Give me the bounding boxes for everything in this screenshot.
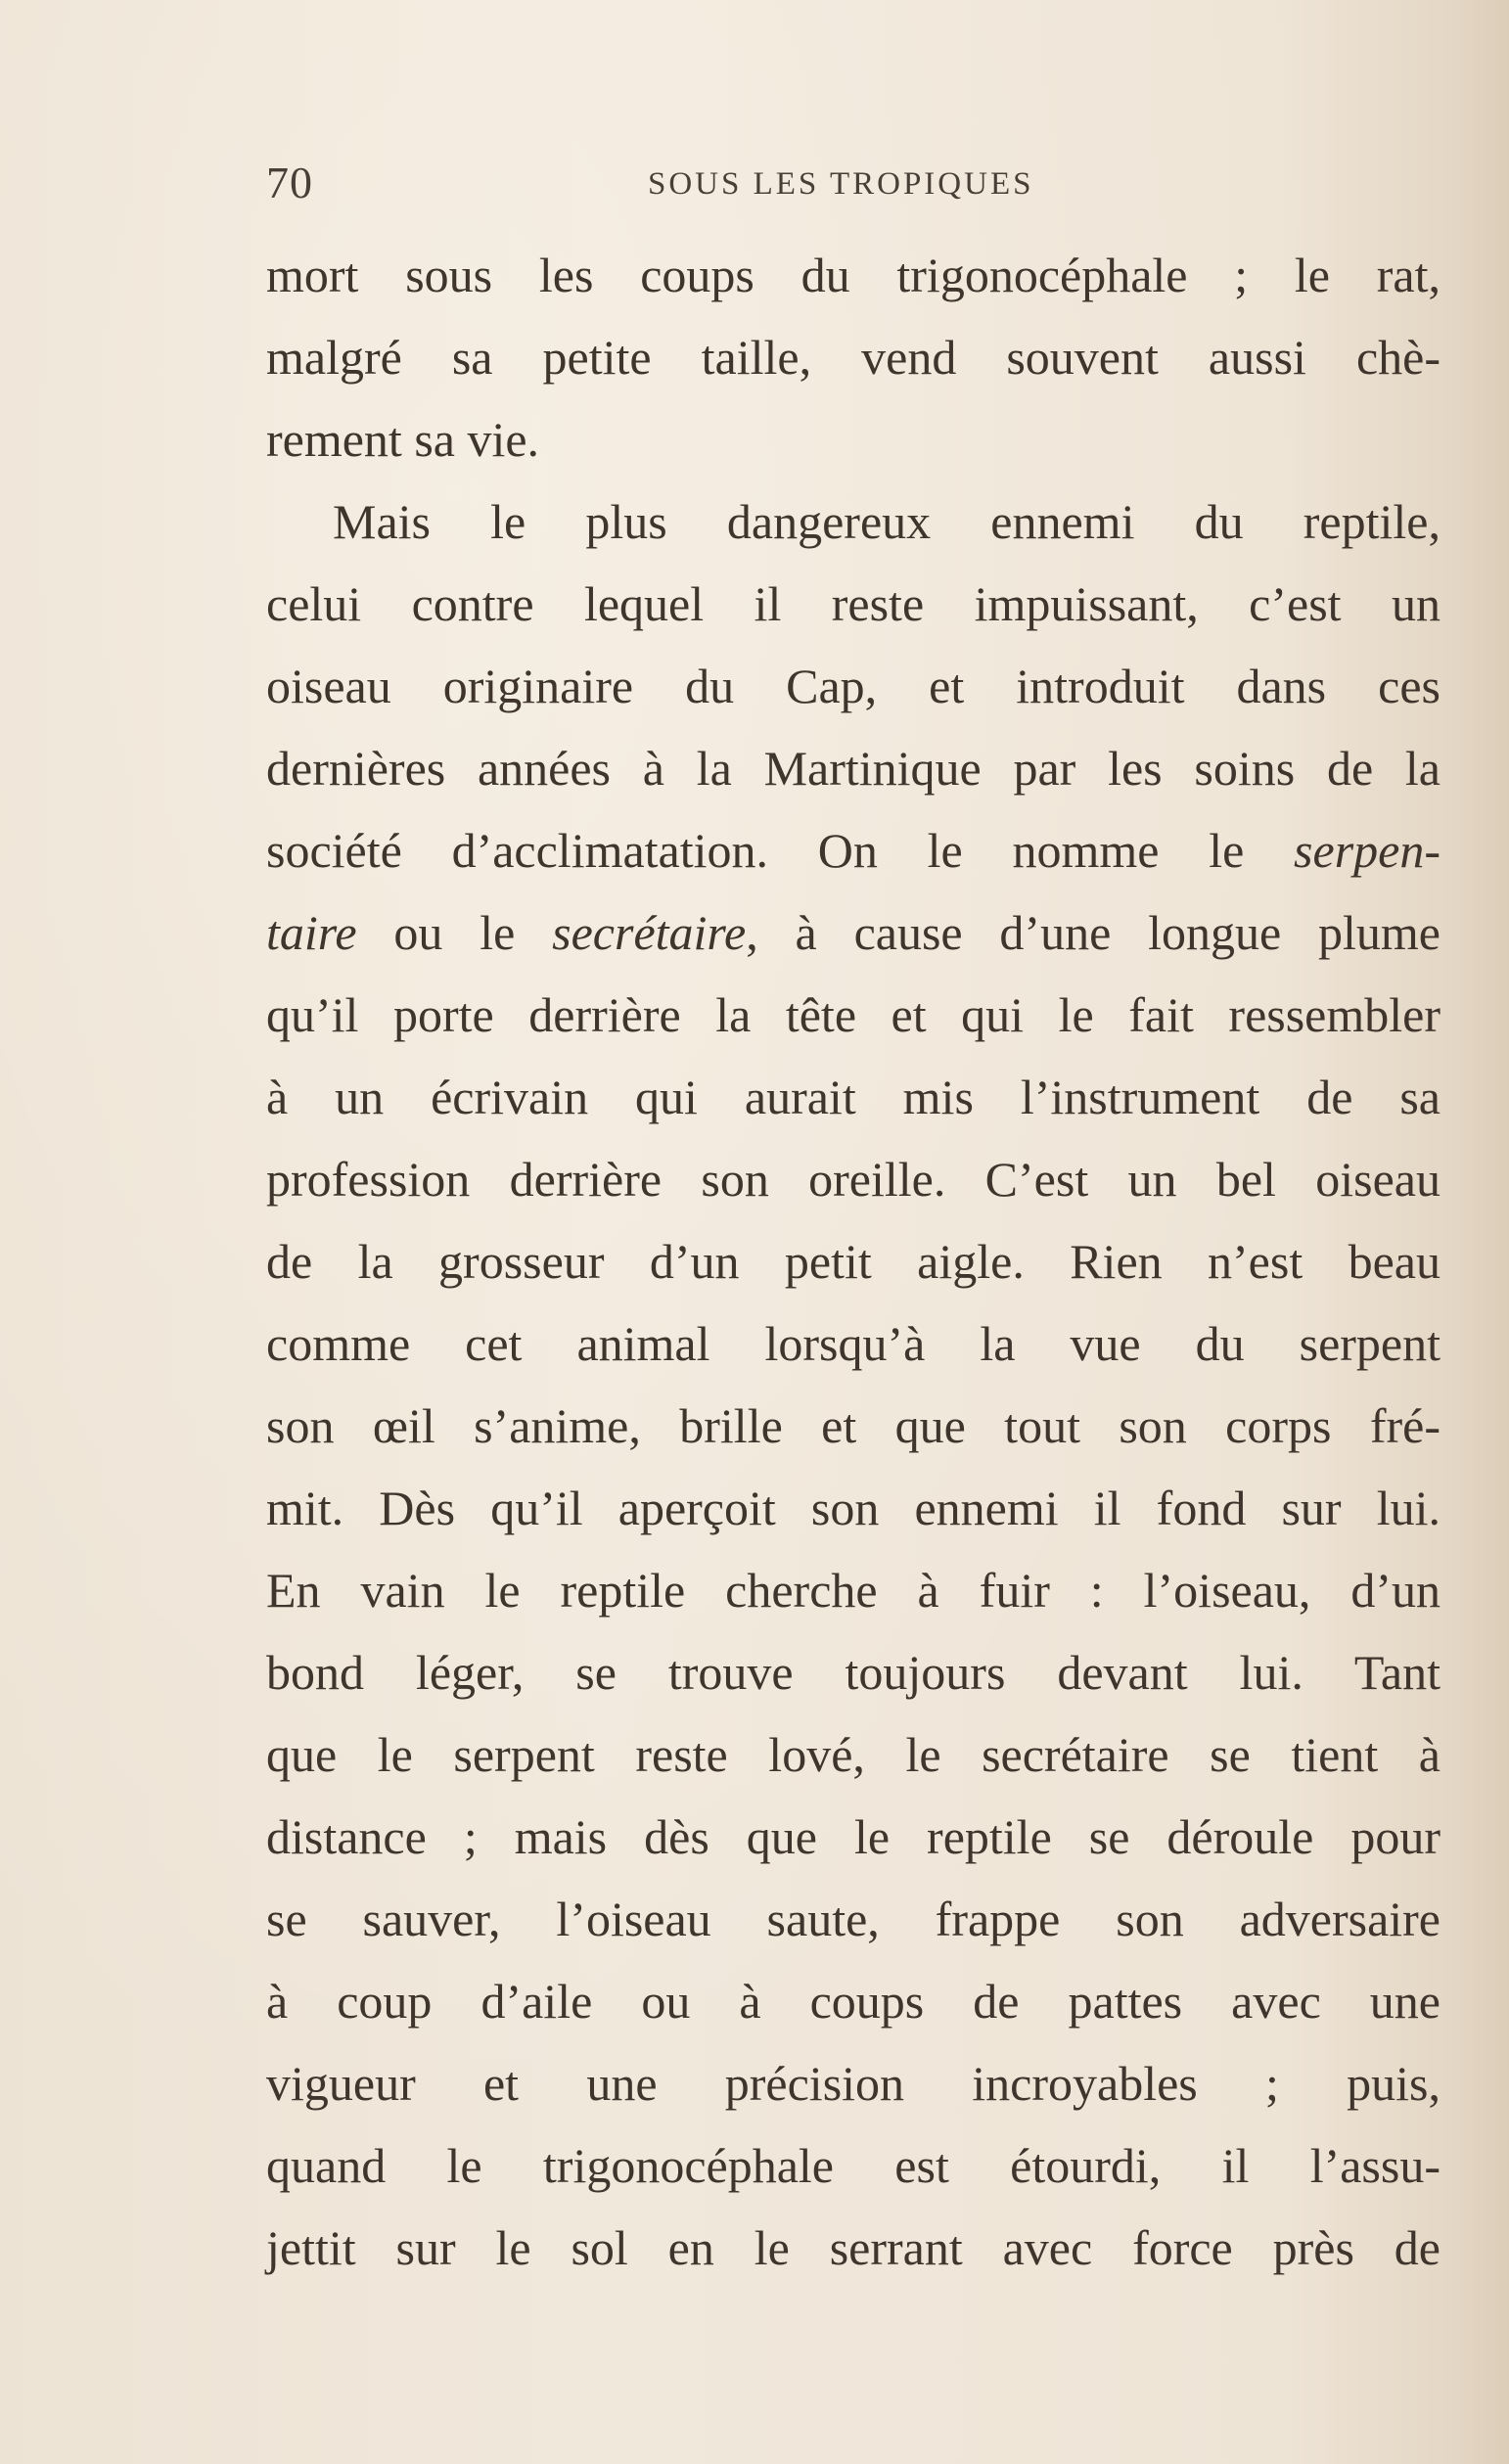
text-line: rement sa vie. [266, 412, 540, 467]
text-line: profession derrière son oreille. C’est un bel oiseau [266, 1152, 1440, 1207]
text-line [266, 891, 1440, 974]
text-line: distance ; mais dès que le reptile se déroule pour [266, 1809, 1440, 1864]
italic-term: taire [266, 905, 357, 960]
text-line: se sauver, l’oiseau saute, frappe son adversaire [266, 1892, 1440, 1946]
text-segment: société d’acclimatation. On le nomme le [266, 823, 1295, 878]
text-line: oiseau originaire du Cap, et introduit dans ces [266, 659, 1440, 713]
text-line: mit. Dès qu’il aperçoit son ennemi il fond sur lui. [266, 1481, 1440, 1535]
paragraph-start-line: Mais le plus dangereux ennemi du reptile, [333, 494, 1440, 549]
running-title: SOUS LES TROPIQUES [648, 166, 1034, 202]
text-line: de la grosseur d’un petit aigle. Rien n’est beau [266, 1234, 1440, 1289]
text-segment: ou le [356, 905, 553, 960]
text-line: quand le trigonocéphale est étourdi, il l’assu- [266, 2138, 1440, 2193]
text-line: que le serpent reste lové, le secrétaire se tient à [266, 1727, 1440, 1782]
text-line: comme cet animal lorsqu’à la vue du serpent [266, 1316, 1440, 1371]
text-line: mort sous les coups du trigonocéphale ; le rat, [266, 248, 1440, 302]
text-line: En vain le reptile cherche à fuir : l’oiseau, d’un [266, 1563, 1440, 1618]
page-number: 70 [266, 158, 313, 207]
page-header [266, 157, 1440, 215]
text-line: jettit sur le sol en le serrant avec force près de [266, 2220, 1440, 2275]
text-line: bond léger, se trouve toujours devant lui. Tant [266, 1645, 1440, 1700]
body-text [266, 234, 1440, 2289]
text-line: son œil s’anime, brille et que tout son corps fré- [266, 1398, 1440, 1453]
text-line: malgré sa petite taille, vend souvent aussi chè- [266, 330, 1440, 385]
text-line: celui contre lequel il reste impuissant, c’est un [266, 576, 1440, 631]
text-line: qu’il porte derrière la tête et qui le fait ressembler [266, 987, 1440, 1042]
italic-term: secrétaire [552, 905, 747, 960]
italic-term: serpen- [1294, 823, 1440, 878]
text-segment: , à cause d’une longue plume [746, 905, 1440, 960]
text-line [266, 809, 1440, 891]
text-line: à coup d’aile ou à coups de pattes avec une [266, 1974, 1440, 2029]
text-line: vigueur et une précision incroyables ; puis, [266, 2056, 1440, 2111]
text-line: à un écrivain qui aurait mis l’instrument de sa [266, 1070, 1440, 1124]
text-line: dernières années à la Martinique par les soins de la [266, 741, 1440, 796]
